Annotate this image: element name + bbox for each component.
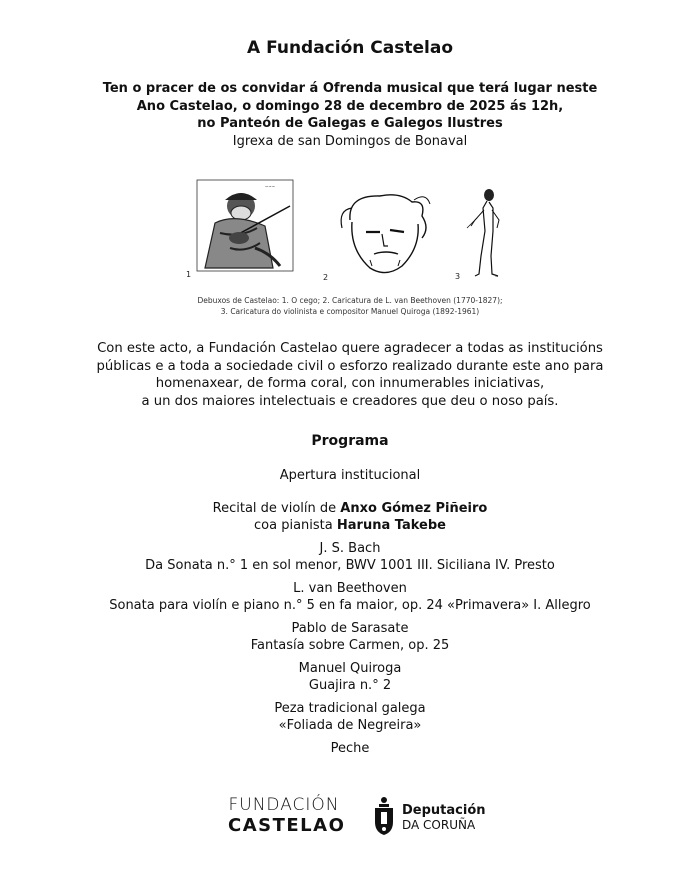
drawing-number-1: 1 xyxy=(186,270,192,279)
acknowledgement-paragraph xyxy=(0,340,700,410)
invitation-text xyxy=(0,80,700,150)
program-composer: L. van Beethoven xyxy=(293,581,407,596)
caption-line-1: Debuxos de Castelao: 1. O cego; 2. Caricatura de L. van Beethoven (1770-1827); xyxy=(197,296,503,305)
drawing-number-2: 2 xyxy=(323,273,329,282)
intro-line-2: Ano Castelao, o domingo 28 de decembro de 2025 ás 12h, xyxy=(136,98,564,114)
program-pianist xyxy=(0,517,700,534)
program-composer: Pablo de Sarasate xyxy=(291,621,409,636)
fundacion-castelao-logo xyxy=(228,795,346,837)
program-composer: J. S. Bach xyxy=(319,541,381,556)
body-line-4: a un dos maiores intelectuais e creadores que deu o noso país. xyxy=(141,393,559,409)
drawings-caption xyxy=(0,295,700,317)
program-opening: Apertura institucional xyxy=(279,468,421,483)
program-composer: Peza tradicional galega xyxy=(274,701,426,716)
program-recital xyxy=(0,500,700,517)
logo-text-da-coruna: DA CORUÑA xyxy=(402,818,476,832)
pianist-prefix: coa pianista xyxy=(254,518,337,533)
body-line-1: Con este acto, a Fundación Castelao quere agradecer a todas as institucións xyxy=(97,341,603,356)
caption-line-2: 3. Caricatura do violinista e compositor Manuel Quiroga (1892-1961) xyxy=(220,307,480,316)
pianist-name: Haruna Takebe xyxy=(336,518,446,533)
page-title: A Fundación Castelao xyxy=(247,38,453,58)
program-work: Da Sonata n.° 1 en sol menor, BWV 1001 III. Siciliana IV. Presto xyxy=(145,558,555,573)
program-work: Sonata para violín e piano n.° 5 en fa maior, op. 24 «Primavera» I. Allegro xyxy=(109,598,591,613)
coat-of-arms-icon xyxy=(370,796,398,836)
svg-text:~: ~ xyxy=(495,274,499,279)
body-line-2: públicas e a toda a sociedade civil o esforzo realizado durante este ano para xyxy=(96,358,604,374)
program-list xyxy=(0,467,700,757)
program-work: Fantasía sobre Carmen, op. 25 xyxy=(250,638,450,653)
intro-line-4: Igrexa de san Domingos de Bonaval xyxy=(232,133,468,149)
intro-line-3: no Panteón de Galegas e Galegos Ilustres xyxy=(197,116,503,131)
logo-text-deputacion: Deputación xyxy=(402,803,486,818)
svg-text:~~~: ~~~ xyxy=(265,184,276,189)
logo-text-castelao: CASTELAO xyxy=(228,815,346,836)
recital-prefix: Recital de violín de xyxy=(212,501,341,516)
drawing-number-3: 3 xyxy=(455,272,461,281)
program-composer: Manuel Quiroga xyxy=(298,661,402,676)
body-line-3: homenaxear, de forma coral, con innumerables iniciativas, xyxy=(155,376,545,391)
drawing-blind-violinist xyxy=(195,178,295,273)
program-work: Guajira n.° 2 xyxy=(308,678,392,693)
program-work: «Foliada de Negreira» xyxy=(278,718,422,733)
program-title: Programa xyxy=(311,433,389,449)
violinist-name: Anxo Gómez Piñeiro xyxy=(340,501,488,516)
drawing-beethoven xyxy=(330,190,442,280)
program-closing: Peche xyxy=(330,741,370,756)
logo-text-fundacion: FUNDACIÓN xyxy=(228,795,340,815)
intro-line-1: Ten o pracer de os convidar á Ofrenda musical que terá lugar neste xyxy=(102,81,598,96)
drawing-quiroga xyxy=(465,186,510,281)
